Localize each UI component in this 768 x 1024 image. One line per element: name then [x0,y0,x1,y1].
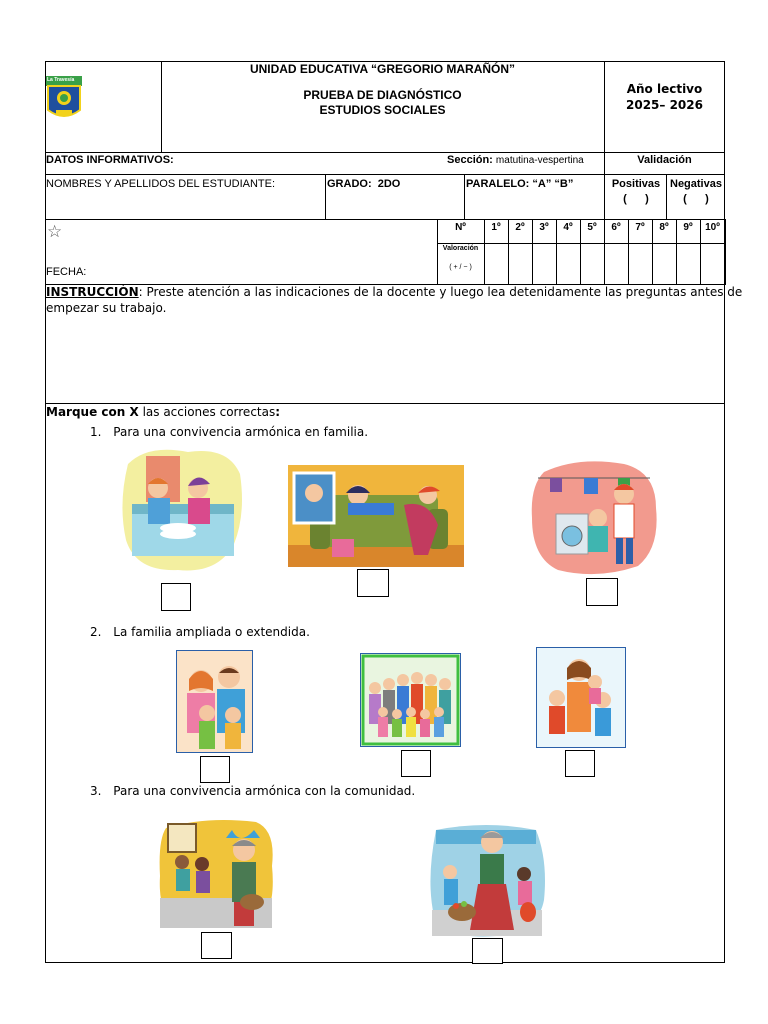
q1-answer-box-2[interactable] [357,569,389,597]
positivas-parentheses: ( ) [623,193,649,205]
grid-col-line [725,219,726,285]
grid-score-cell-1[interactable] [484,244,508,284]
grid-score-cell-4[interactable] [556,244,580,284]
instruction-line-1 [46,285,742,299]
grid-number-3: 3º [539,222,549,233]
question-3-text: Para una convivencia armónica con la comunidad. [113,784,416,798]
validacion-label: Validación [637,154,692,166]
question-3-number: 3. [90,784,102,798]
numero-label: Nº [455,222,466,233]
q3-answer-box-1[interactable] [201,932,232,959]
grid-score-cell-6[interactable] [604,244,628,284]
instruction-label: INSTRUCCIÒN [46,285,139,299]
question-2 [90,625,310,639]
grid-score-cell-10[interactable] [700,244,725,284]
seccion-field [447,154,584,166]
school-name: UNIDAD EDUCATIVA “GREGORIO MARAÑÓN” [249,62,516,76]
section-title-bold: Marque con X [46,405,139,419]
logo-text: La Travesía [47,77,75,83]
grid-number-9: 9º [683,222,693,233]
datos-informativos-label: DATOS INFORMATIVOS: [46,154,174,166]
negativas-parentheses: ( ) [683,193,709,205]
grid-score-cell-5[interactable] [580,244,604,284]
grid-number-7: 7º [635,222,645,233]
seccion-value: matutina-vespertina [495,155,584,166]
instruction-line-2: empezar su trabajo. [46,301,167,315]
grid-number-2: 2º [515,222,525,233]
q2-answer-box-3[interactable] [565,750,595,777]
test-title: PRUEBA DE DIAGNÓSTICO [303,88,462,102]
q3-image-grandmother-market [426,820,548,940]
q1-image-living-room [288,465,464,567]
grid-number-6: 6º [611,222,621,233]
section-title-colon: : [275,405,281,419]
q1-image-kitchen [118,444,246,576]
grid-score-cell-9[interactable] [676,244,700,284]
valoracion-label: Valoración [442,245,479,252]
grado-label: GRADO: 2DO [327,178,401,190]
q1-image-laundry [528,458,660,576]
q2-image-parents-children [176,650,253,753]
question-1-number: 1. [90,425,102,439]
question-3 [90,784,415,798]
question-1-text: Para una convivencia armónica en familia. [113,425,369,439]
q2-image-mother-children [536,647,626,748]
question-2-text: La familia ampliada o extendida. [113,625,310,639]
negativas-label: Negativas [670,178,722,190]
seccion-label: Sección: [447,154,493,166]
paralelo-label: PARALELO: “A” “B” [466,178,574,190]
grid-score-cell-7[interactable] [628,244,652,284]
grid-score-cell-8[interactable] [652,244,676,284]
q3-answer-box-2[interactable] [472,938,503,964]
valoracion-signs: ( + / − ) [449,264,472,271]
nombres-label: NOMBRES Y APELLIDOS DEL ESTUDIANTE: [46,178,276,190]
grid-score-cell-3[interactable] [532,244,556,284]
grid-number-4: 4º [563,222,573,233]
grid-number-10: 10º [705,222,720,233]
question-2-number: 2. [90,625,102,639]
star-icon: ☆ [47,222,63,242]
paralelo-divider [464,174,465,219]
school-logo [46,76,82,122]
grid-number-8: 8º [659,222,669,233]
section-title [46,405,280,419]
info-row-line-1 [45,174,725,175]
instruction-text: : Preste atención a las indicaciones de la docente y luego lea detenidamente las preguntas antes de [138,285,743,299]
fecha-label: FECHA: [46,266,87,278]
grid-number-5: 5º [587,222,597,233]
info-row-line-2 [45,219,725,220]
q2-answer-box-2[interactable] [401,750,431,777]
q1-answer-box-3[interactable] [586,578,618,606]
question-1 [90,425,368,439]
grid-number-1: 1º [491,222,501,233]
q3-image-community-street [156,816,276,930]
grado-divider [325,174,326,219]
q2-answer-box-1[interactable] [200,756,230,783]
grid-score-cell-2[interactable] [508,244,532,284]
year-value: 2025– 2026 [626,98,703,112]
q2-image-extended-family [360,653,461,747]
q1-answer-box-1[interactable] [161,583,191,611]
year-label: Año lectivo [626,82,703,96]
section-title-rest: las acciones correctas [138,405,276,419]
positivas-label: Positivas [611,178,661,190]
subject-title: ESTUDIOS SOCIALES [319,103,446,117]
